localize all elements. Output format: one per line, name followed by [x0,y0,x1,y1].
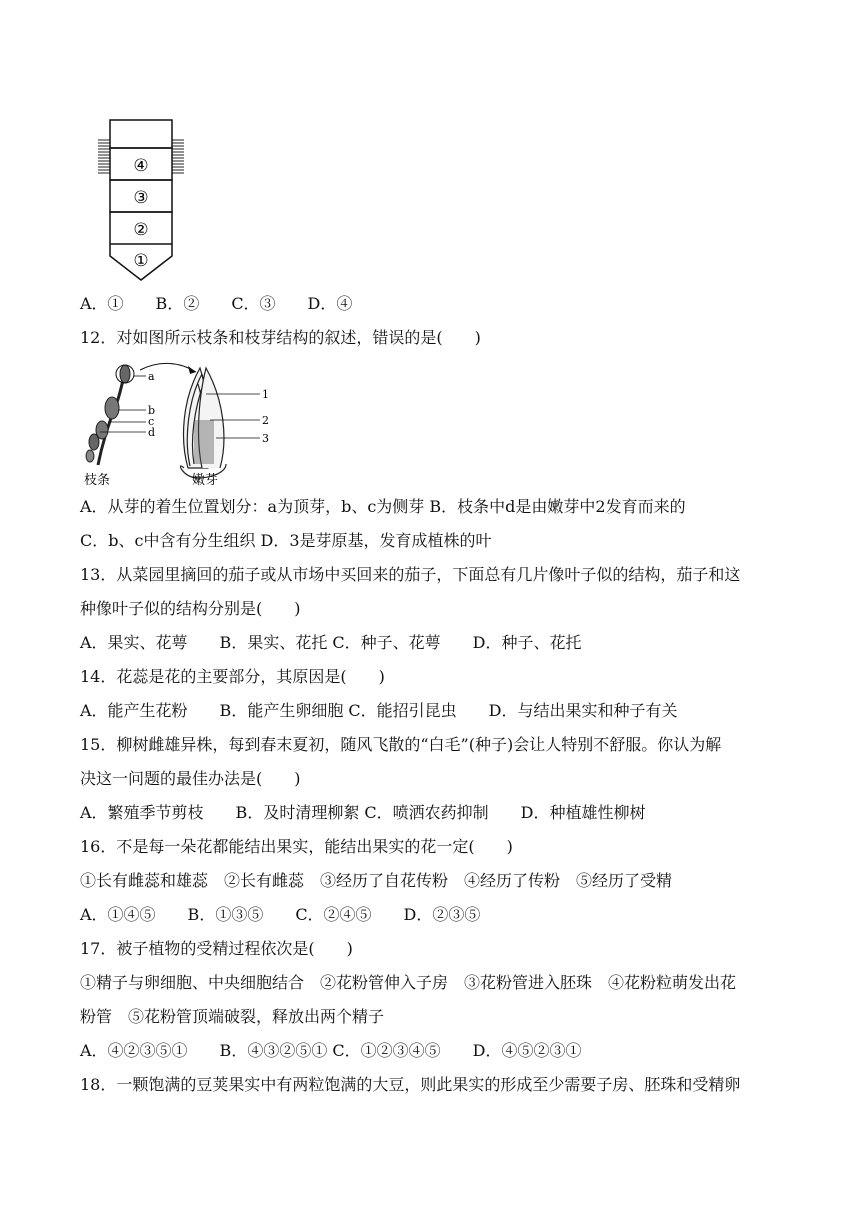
bud-mark-3: 3 [262,432,269,445]
root-tip-label-2: ② [133,220,149,240]
bud-mark-1: 1 [262,388,269,401]
q15-options: A．繁殖季节剪枝 B．及时清理柳絮 C．喷洒农药抑制 D．种植雄性柳树 [80,803,646,822]
q12-options-line1: A．从芽的着生位置划分：a为顶芽，b、c为侧芽 B．枝条中d是由嫩芽中2发育而来的 [80,497,686,516]
root-tip-label-3: ③ [133,188,149,208]
q17-stem: 17．被子植物的受精过程依次是( ) [80,939,353,958]
bud-caption: 嫩芽 [192,473,219,488]
q16-stem: 16．不是每一朵花都能结出果实，能结出果实的花一定( ) [80,837,513,856]
q13-stem-line2: 种像叶子似的结构分别是( ) [80,599,301,618]
q11-options: A．① B．② C．③ D．④ [80,294,353,313]
q17-options: A．④②③⑤① B．④③②⑤① C．①②③④⑤ D．④⑤②③① [80,1041,582,1060]
root-tip-label-4: ④ [133,156,149,176]
q15-stem-line2: 决这一问题的最佳办法是( ) [80,769,301,788]
q13-stem-line1: 13．从菜园里摘回的茄子或从市场中买回来的茄子，下面总有几片像叶子似的结构，茄子和这 [80,565,741,584]
q13-options: A．果实、花萼 B．果实、花托 C．种子、花萼 D．种子、花托 [80,633,582,652]
q12-stem: 12．对如图所示枝条和枝芽结构的叙述，错误的是( ) [80,328,481,347]
branch-caption: 枝条 [84,473,111,488]
branch-bud-diagram [80,360,280,490]
q18-stem-line1: 18．一颗饱满的豆荚果实中有两粒饱满的大豆，则此果实的形成至少需要子房、胚珠和受精卵 [80,1075,741,1094]
root-tip-figure [96,118,186,286]
q12-options-line2: C．b、c中含有分生组织 D．3是芽原基，发育成植株的叶 [80,531,492,550]
root-tip-diagram [96,118,186,286]
q17-items-line1: ①精子与卵细胞、中央细胞结合 ②花粉管伸入子房 ③花粉管进入胚珠 ④花粉粒萌发出花 [80,973,737,992]
q16-options: A．①④⑤ B．①③⑤ C．②④⑤ D．②③⑤ [80,905,481,924]
branch-bud-figure [80,360,280,490]
q14-options: A．能产生花粉 B．能产生卵细胞 C．能招引昆虫 D．与结出果实和种子有关 [80,701,678,720]
branch-mark-a: a [148,370,155,383]
q17-items-line2: 粉管 ⑤花粉管顶端破裂，释放出两个精子 [80,1007,385,1026]
branch-mark-b: b [148,404,156,417]
q14-stem: 14．花蕊是花的主要部分，其原因是( ) [80,667,385,686]
q16-items: ①长有雌蕊和雄蕊 ②长有雌蕊 ③经历了自花传粉 ④经历了传粉 ⑤经历了受精 [80,871,673,890]
q15-stem-line1: 15．柳树雌雄异株，每到春末夏初，随风飞散的“白毛”(种子)会让人特别不舒服。你认为解 [80,735,722,754]
root-tip-label-1: ① [133,251,149,271]
branch-mark-d: d [148,426,156,439]
bud-mark-2: 2 [262,414,269,427]
branch-mark-c: c [148,415,155,428]
